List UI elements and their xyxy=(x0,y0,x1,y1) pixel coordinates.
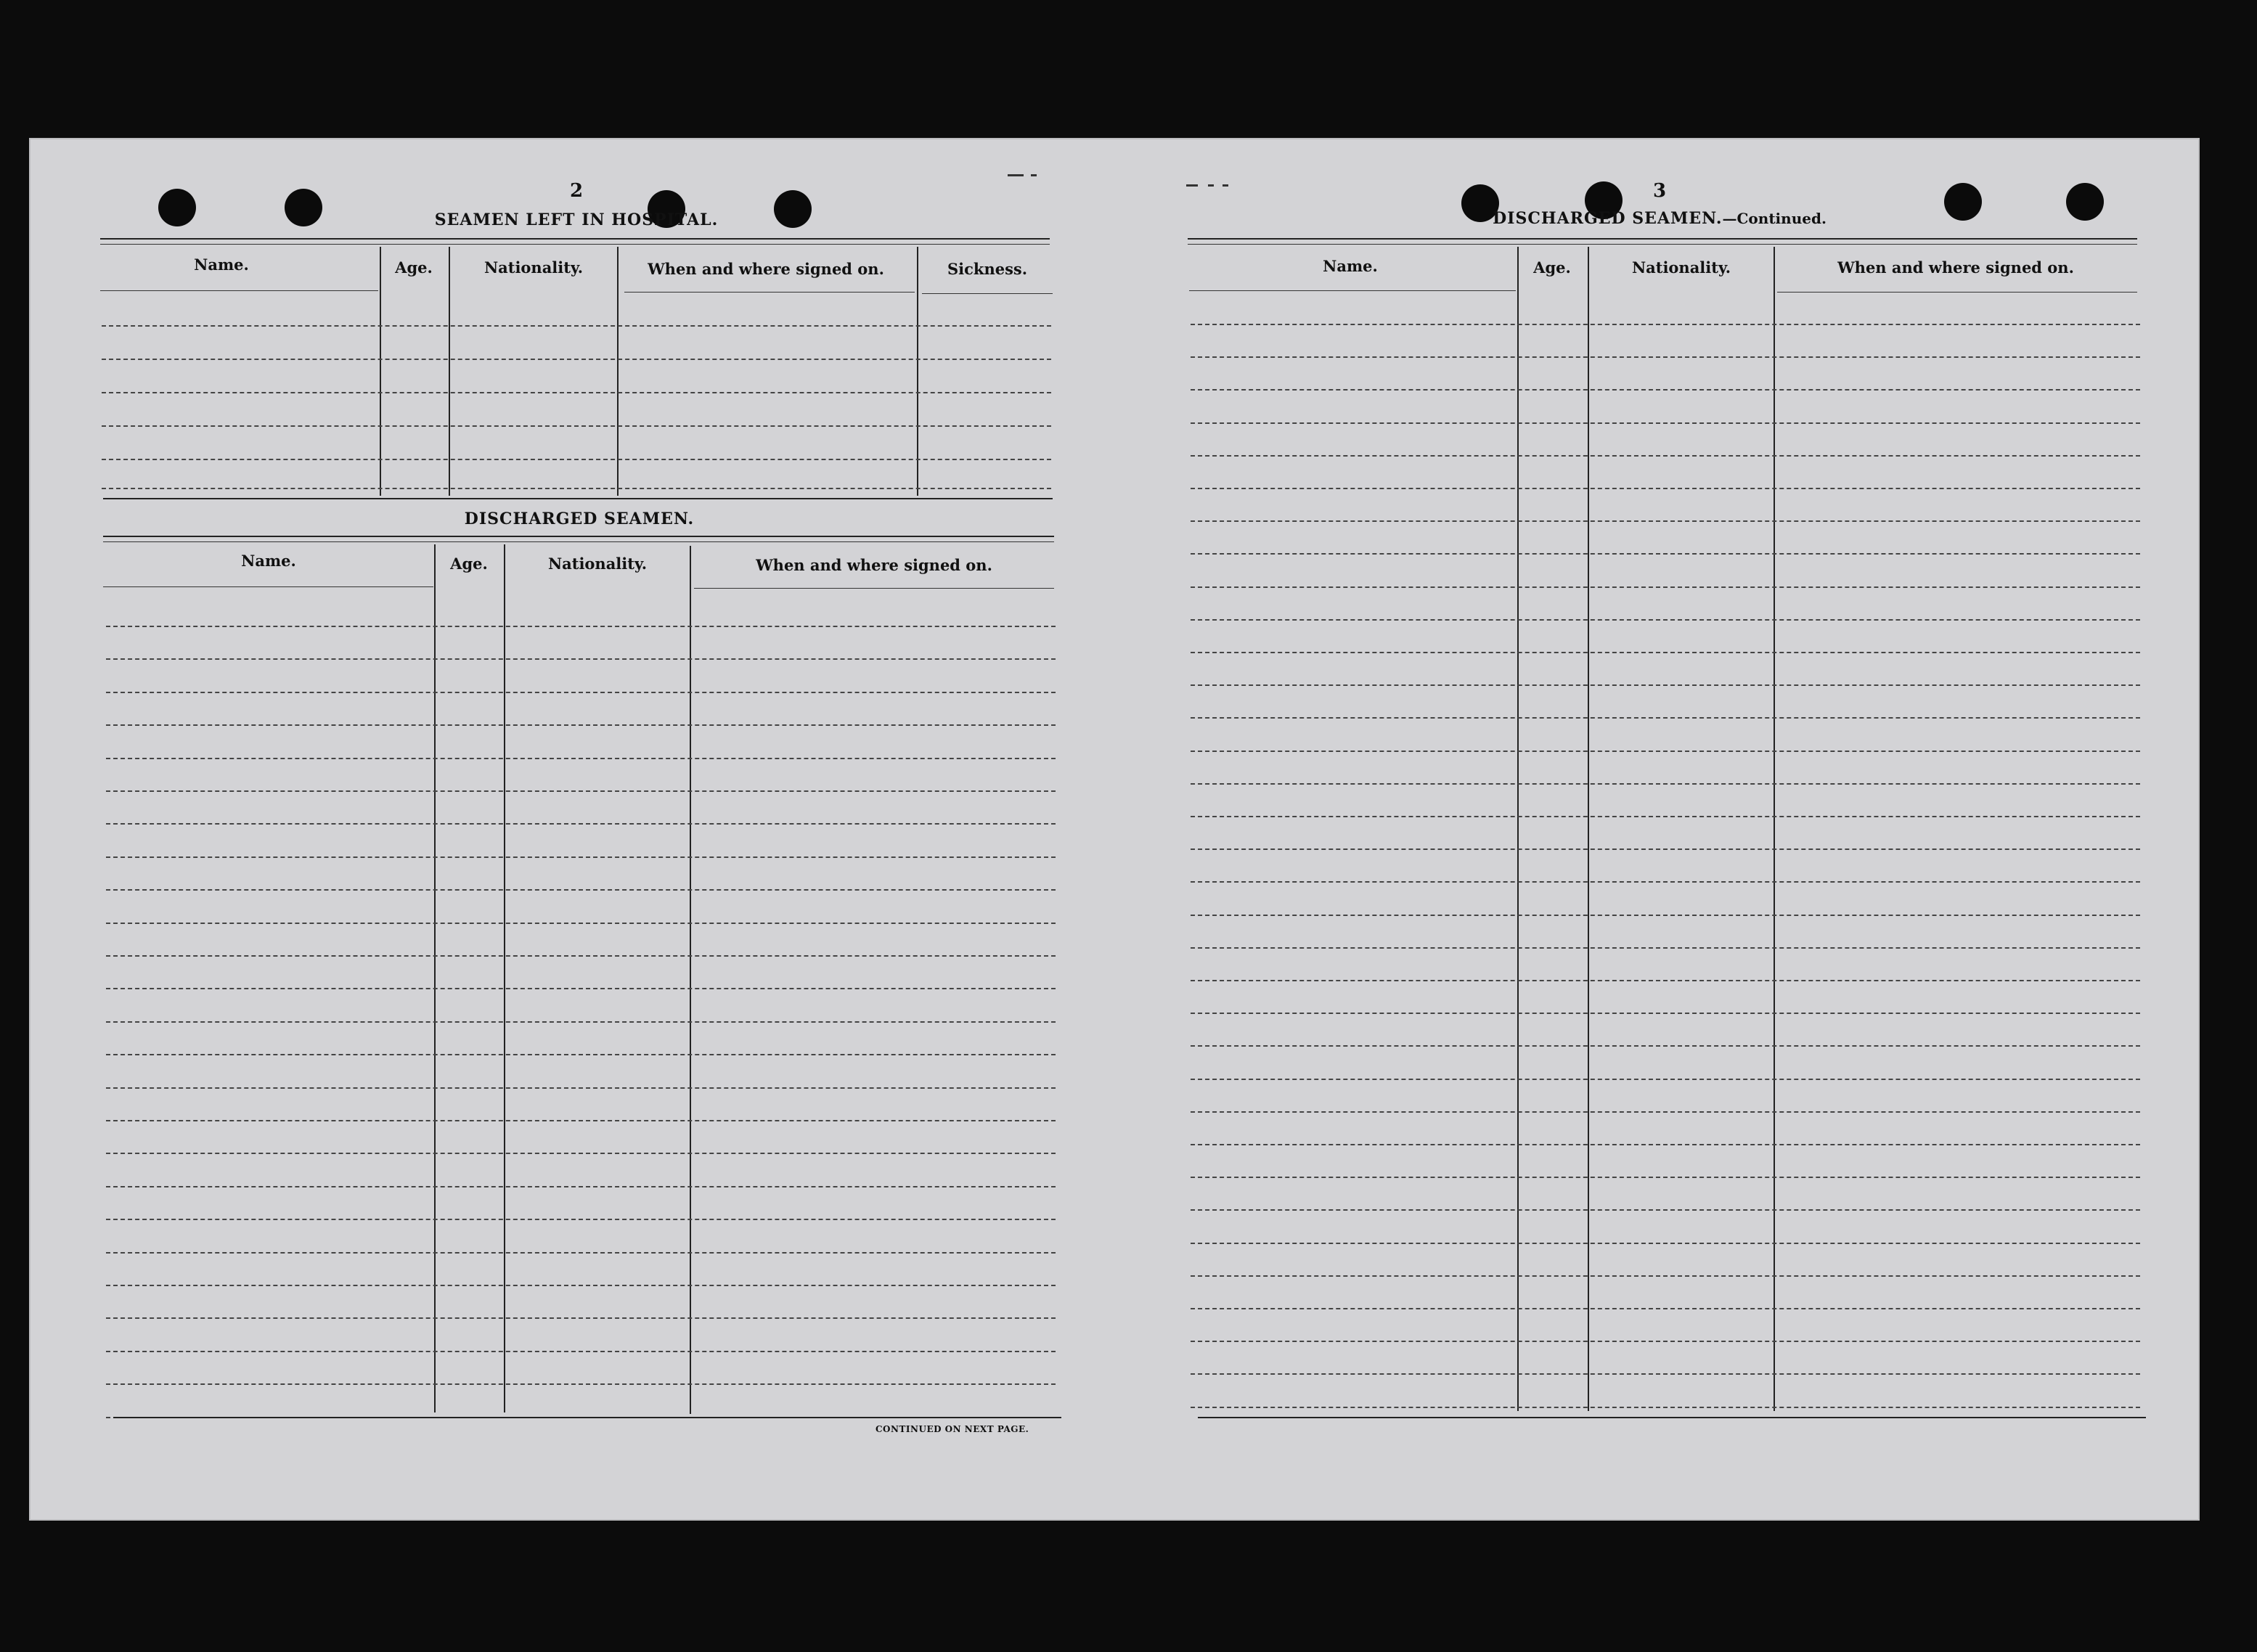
blank-row xyxy=(1191,1275,2140,1277)
blank-row xyxy=(1191,1209,2140,1211)
document-sheet xyxy=(29,138,2200,1521)
blank-row xyxy=(1191,1341,2140,1342)
column-divider xyxy=(504,544,505,1412)
blank-row xyxy=(1191,717,2140,719)
table-rule xyxy=(694,588,1054,589)
table-rule xyxy=(1189,290,1516,291)
table-rule xyxy=(103,541,1054,542)
blank-row xyxy=(106,1087,1056,1089)
blank-row xyxy=(1191,1013,2140,1014)
table-rule xyxy=(624,292,915,293)
page-number-right: 3 xyxy=(1652,180,1667,202)
hospital-col-signed-on: When and where signed on. xyxy=(648,260,884,278)
blank-row xyxy=(102,359,1051,360)
blank-row xyxy=(106,1054,1056,1055)
column-divider xyxy=(434,544,436,1412)
table-rule xyxy=(100,238,1050,240)
right-col-name: Name. xyxy=(1323,257,1378,275)
blank-row xyxy=(106,658,1056,660)
blank-row xyxy=(1191,1177,2140,1178)
column-divider xyxy=(690,546,691,1414)
punch-hole xyxy=(2066,183,2104,221)
blank-row xyxy=(106,724,1056,726)
blank-row xyxy=(1191,619,2140,621)
column-divider xyxy=(1588,247,1589,1411)
blank-row xyxy=(1191,1407,2140,1408)
right-col-nationality: Nationality. xyxy=(1631,258,1731,277)
blank-row xyxy=(106,790,1056,792)
blank-row xyxy=(106,1285,1056,1286)
blank-row xyxy=(1191,488,2140,489)
blank-row xyxy=(106,889,1056,891)
discharged-col-signed-on: When and where signed on. xyxy=(756,556,992,574)
table-rule xyxy=(1188,238,2137,240)
blank-row xyxy=(106,1317,1056,1319)
table-rule xyxy=(1188,244,2137,245)
blank-row xyxy=(106,1383,1056,1385)
blank-row xyxy=(106,988,1056,989)
blank-row xyxy=(1191,816,2140,817)
punch-hole xyxy=(1944,183,1982,221)
blank-row xyxy=(1191,684,2140,686)
blank-row xyxy=(106,758,1056,759)
discharged-col-nationality: Nationality. xyxy=(547,555,648,573)
right-title-suffix: —Continued. xyxy=(1722,210,1827,227)
blank-row xyxy=(106,1252,1056,1254)
table-rule xyxy=(100,244,1050,245)
punch-hole xyxy=(285,189,322,226)
discharged-col-name: Name. xyxy=(241,552,296,570)
blank-row xyxy=(106,923,1056,924)
blank-row xyxy=(1191,881,2140,883)
table-rule xyxy=(1777,292,2137,293)
table-rule xyxy=(103,536,1054,537)
table-rule xyxy=(922,293,1053,294)
blank-row xyxy=(106,1153,1056,1154)
table-rule xyxy=(1198,1417,2146,1418)
blank-row xyxy=(1191,1045,2140,1047)
blank-row xyxy=(106,1219,1056,1220)
ink-mark xyxy=(1223,184,1228,187)
blank-row xyxy=(102,459,1051,460)
ink-mark xyxy=(1208,184,1214,187)
discharged-col-age: Age. xyxy=(450,555,488,573)
blank-row xyxy=(1191,455,2140,457)
blank-row xyxy=(106,1186,1056,1187)
hospital-section-title: SEAMEN LEFT IN HOSPITAL. xyxy=(434,210,719,229)
hospital-col-nationality: Nationality. xyxy=(483,258,584,277)
blank-row xyxy=(106,692,1056,693)
blank-row xyxy=(1191,520,2140,522)
column-divider xyxy=(1774,247,1775,1411)
blank-row xyxy=(1191,1308,2140,1309)
right-title-main: DISCHARGED SEAMEN. xyxy=(1493,209,1723,228)
blank-row xyxy=(102,488,1051,489)
blank-row xyxy=(106,1120,1056,1121)
blank-row xyxy=(106,955,1056,957)
right-section-title xyxy=(1493,209,1827,228)
blank-row xyxy=(1191,586,2140,588)
blank-row xyxy=(102,425,1051,427)
blank-row xyxy=(1191,915,2140,916)
table-rule xyxy=(113,1417,1061,1418)
discharged-section-title: DISCHARGED SEAMEN. xyxy=(464,510,695,528)
blank-row xyxy=(102,325,1051,327)
blank-row xyxy=(1191,1111,2140,1113)
blank-row xyxy=(1191,389,2140,390)
table-rule xyxy=(103,498,1053,499)
table-rule xyxy=(103,586,433,587)
blank-row xyxy=(1191,1144,2140,1145)
ink-mark xyxy=(1031,174,1037,176)
blank-row xyxy=(1191,849,2140,850)
blank-row xyxy=(1191,751,2140,752)
blank-row xyxy=(106,856,1056,858)
blank-row xyxy=(106,1021,1056,1023)
hospital-col-sickness: Sickness. xyxy=(947,260,1028,278)
blank-row xyxy=(1191,553,2140,555)
right-col-signed-on: When and where signed on. xyxy=(1837,258,2074,277)
blank-row xyxy=(106,1351,1056,1352)
blank-row xyxy=(1191,1079,2140,1080)
hospital-col-age: Age. xyxy=(395,258,433,277)
blank-row xyxy=(1191,652,2140,653)
continued-footer: CONTINUED ON NEXT PAGE. xyxy=(876,1424,1029,1434)
punch-hole xyxy=(158,189,196,226)
blank-row xyxy=(1191,783,2140,785)
page-number-left: 2 xyxy=(569,180,584,202)
blank-row xyxy=(106,626,1056,627)
ink-mark xyxy=(1008,174,1024,176)
blank-row xyxy=(102,392,1051,393)
column-divider xyxy=(1517,247,1519,1411)
blank-row xyxy=(1191,980,2140,981)
blank-row xyxy=(1191,947,2140,949)
blank-row xyxy=(1191,324,2140,325)
punch-hole xyxy=(774,190,812,228)
blank-row xyxy=(1191,1243,2140,1244)
blank-row xyxy=(1191,422,2140,424)
blank-row xyxy=(1191,356,2140,358)
hospital-col-name: Name. xyxy=(194,255,249,274)
blank-row xyxy=(1191,1373,2140,1375)
ink-mark xyxy=(1186,184,1198,187)
right-col-age: Age. xyxy=(1533,258,1571,277)
blank-row xyxy=(106,823,1056,825)
table-rule xyxy=(100,290,378,291)
